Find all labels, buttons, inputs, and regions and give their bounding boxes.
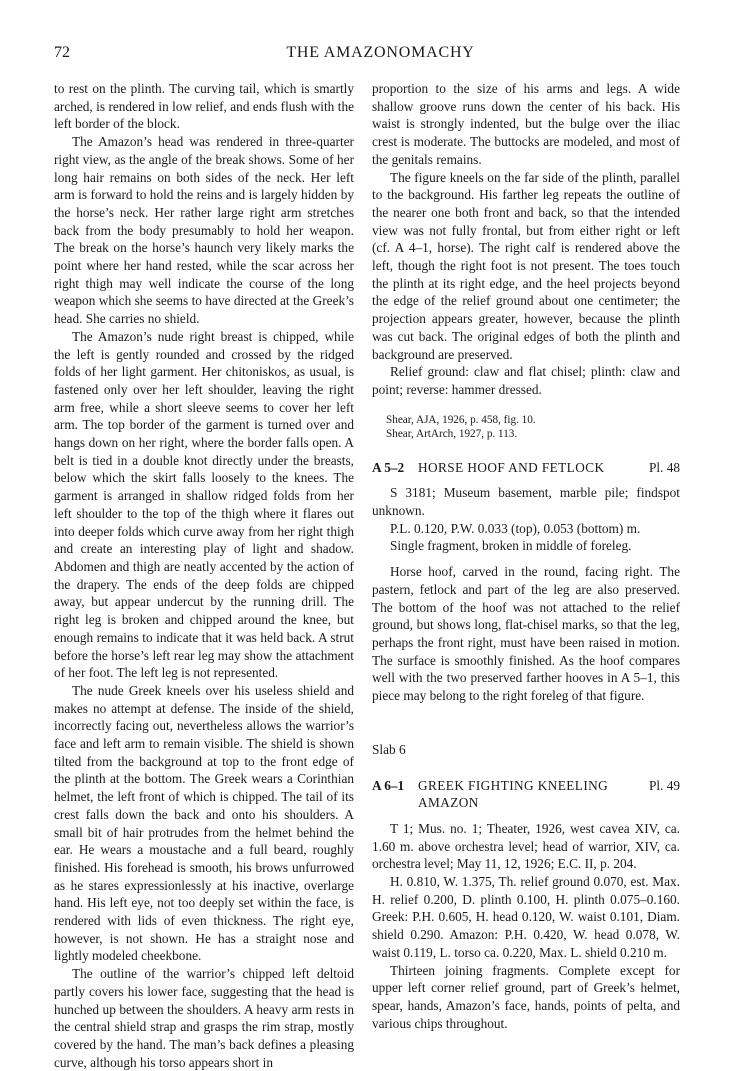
section-heading-a6-1 [372, 777, 680, 812]
paragraph: Thirteen joining fragments. Complete except for upper left corner relief ground, part of Greek’s helmet, spear, hands, Amazon’s face, hands, points of pelta, and various chips throughout. [372, 962, 680, 1031]
paragraph: Horse hoof, carved in the round, facing right. The pastern, fetlock and part of the leg are also preserved. The bottom of the hoof was not attached to the relief ground, but shows long, flat-chisel marks, so that the leg, perhaps the front right, must have been raised in motion. The surface is smoothly finished. As the hoof compares well with the two preserved farther hooves in A 5–1, this piece may belong to the right foreleg of that figure. [372, 564, 680, 704]
paragraph: proportion to the size of his arms and legs. A wide shallow groove runs down the center of his back. His waist is strongly indented, but the bulge over the iliac crest is moderate. The buttocks are modeled, and most of the genitals remains. [372, 81, 680, 167]
page-number: 72 [54, 44, 70, 61]
paragraph: The nude Greek kneels over his useless shield and makes no attempt at defense. The inside of the shield, incorrectly facing out, nevertheless allows the warrior’s face and left arm to remain visible. The shield is shown tilted from the background at top to the front edge of the plinth at the bottom. The Greek wears a Corinthian helmet, the left front of which is chipped. The tail of its crest falls down the back and onto his shoulders. A small bit of hair protrudes from the helmet behind the ear. He wears a moustache and a full beard, roughly finished. His forehead is smooth, his brows unfurrowed as he stares expressionlessly at his inactive, overlarge hand. His left eye, not too deeply set within the face, is rendered with lids of even thickness. The right eye, however, is not shown. He has a straight nose and lightly modeled cheekbone. [54, 682, 354, 964]
right-column [372, 80, 680, 1032]
plate-reference: Pl. 49 [648, 777, 680, 793]
paragraph: The outline of the warrior’s chipped left deltoid partly covers his lower face, suggesting that the head is hunched up between the shoulders. A heavy arm rests in the central shield strap and grasps the rim strap, mostly covered by the hand. The man’s back defines a pleasing curve, although his torso appears short in [54, 966, 354, 1070]
catalog-meta: P.L. 0.120, P.W. 0.033 (top), 0.053 (bottom) m. [390, 520, 641, 536]
running-title: THE AMAZONOMACHY [286, 44, 475, 61]
section-id: A 5–2 [372, 459, 405, 475]
paragraph: to rest on the plinth. The curving tail, which is smartly arched, is rendered in low relief, and ends flush with the left border of the block. [54, 81, 354, 132]
paragraph: The Amazon’s head was rendered in three-quarter right view, as the angle of the break shows. Some of her long hair remains on both sides of the neck. Her left arm is forward to hold the reins and is largely hidden by the horse’s neck. Her rather large right arm stretches back from the body presumably to hold her weapon. The break on the horse’s haunch very likely marks the point where her hand rested, while the scar across her right thigh may well indicate the course of the long weapon which she seems to have directed at the Greek’s head. She carries no shield. [54, 134, 354, 327]
section-title: GREEK FIGHTING KNEELING AMAZON [418, 777, 609, 811]
catalog-meta: H. 0.810, W. 1.375, Th. relief ground 0.070, est. Max. H. relief 0.200, D. plinth 0.100, H. plinth 0.075–0.160. Greek: P.H. 0.605, H. head 0.120, W. waist 0.101, Diam. shield 0.290. Amazon: P.H. 0.420, W. head 0.078, W. waist 0.119, L. torso ca. 0.220, Max. L. shield 0.210 m. [372, 874, 680, 960]
catalog-meta: S 3181; Museum basement, marble pile; findspot unknown. [372, 485, 680, 519]
reference: Shear, ArtArch, 1927, p. 113. [386, 427, 518, 440]
paragraph: The Amazon’s nude right breast is chipped, while the left is gently rounded and crossed by the ridged folds of her light garment. Her chitoniskos, as usual, is fastened only over her left shoulder, leaving the right arm free, while a short sleeve seems to cover her left arm. The top border of the garment is turned over and hangs down on her right, where the border falls open. A belt is tied in a double knot directly under the breasts, below which the skirt falls loosely to the knees. The garment is arranged in shallow ridged folds from her left shoulder to the top of the thigh where it flares out into deeper folds which curve away from her right thigh and create an interesting play of light and shadow. Abdomen and thigh are neatly accented by the action of the drapery. The ends of the deep folds are chipped away, but appear undercut by the running drill. The right leg is broken and chipped around the knee, but enough remains to indicate that it was held back. A strut before the horse’s left rear leg may show the attachment of her foot. The left leg is not represented. [54, 328, 354, 681]
paragraph: Relief ground: claw and flat chisel; plinth: claw and point; reverse: hammer dressed. [372, 364, 680, 397]
reference: Shear, AJA, 1926, p. 458, fig. 10. [386, 413, 536, 426]
paragraph: The figure kneels on the far side of the plinth, parallel to the background. His farther leg repeats the outline of the nearer one both front and back, so that the intended view was not fully frontal, but from either right or left (cf. A 4–1, horse). The right calf is rendered above the left, though the right foot is not present. The toes touch the plinth at its right edge, and the heel projects beyond the edge of the relief ground about one centimeter; the projection appears greater, however, because the plinth was cut back. The original edges of both the plinth and background are preserved. [372, 169, 680, 362]
section-id: A 6–1 [372, 777, 405, 793]
page-header [54, 44, 707, 68]
slab-label: Slab 6 [372, 741, 406, 757]
plate-reference: Pl. 48 [648, 459, 680, 475]
section-heading-a5-2 [372, 459, 680, 477]
left-column [54, 80, 354, 1071]
section-title: HORSE HOOF AND FETLOCK [418, 459, 605, 475]
catalog-meta: T 1; Mus. no. 1; Theater, 1926, west cavea XIV, ca. 1.60 m. above orchestra level; head of warrior, XIV, ca. orchestra level; May 11, 12, 1926; E.C. II, p. 204. [372, 820, 680, 872]
catalog-meta: Single fragment, broken in middle of foreleg. [390, 538, 632, 554]
